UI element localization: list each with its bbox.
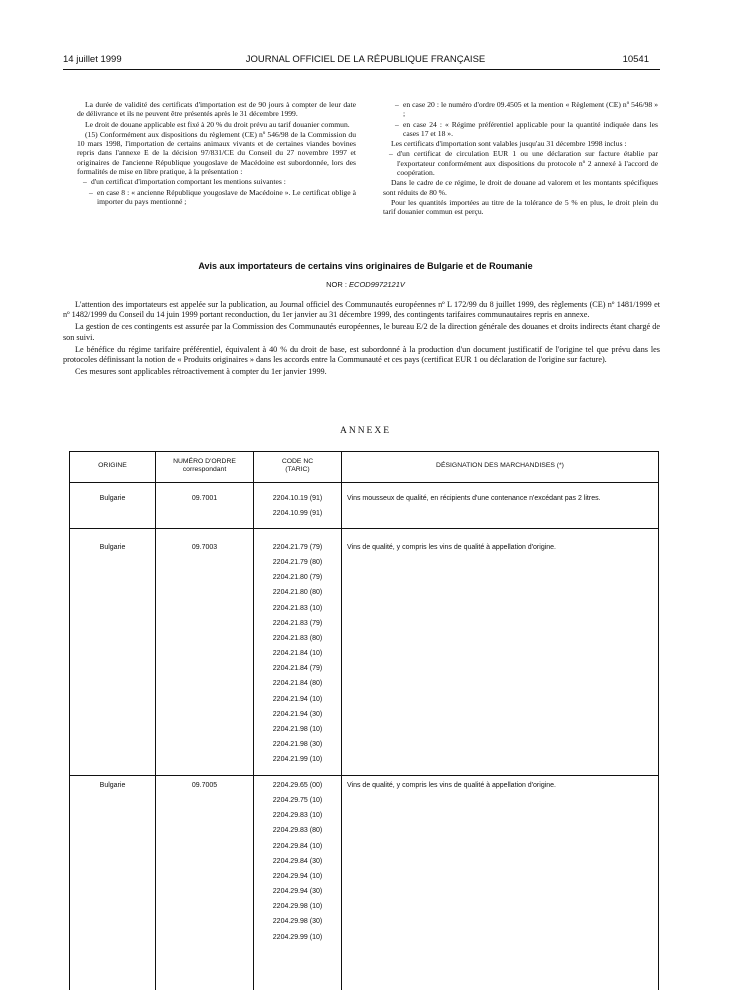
- header-numero-line-2: correspondant: [182, 466, 227, 473]
- left-paragraph-1: La durée de validité des certificats d'importation est de 90 jours à compter de leur date de délivrance et ils ne peuvent être présentés après le 31 décembre 1999.: [77, 100, 356, 119]
- row-3-designation: Vins de qualité, y compris les vins de qualité à appellation d'origine.: [347, 782, 556, 789]
- nor-value: ECOD9972121V: [349, 280, 405, 289]
- row-1-designation: Vins mousseux de qualité, en récipients d'une contenance n'excédant pas 2 litres.: [347, 495, 601, 502]
- header-date: 14 juillet 1999: [63, 54, 122, 65]
- row-3-numero: 09.7005: [191, 782, 218, 789]
- column-divider: [155, 451, 156, 990]
- header-rule: [63, 69, 660, 70]
- row-3-origine: Bulgarie: [99, 782, 126, 789]
- notice-paragraph-2: La gestion de ces contingents est assurée par la Commission des Communautés européennes, le bureau E/2 de la direction générale des douanes et droits indirects étant chargé de son suivi.: [63, 322, 660, 342]
- notice-body: [63, 300, 660, 379]
- header-code-line-2: (TARIC): [285, 466, 310, 473]
- right-paragraph-2: Dans le cadre de ce régime, le droit de douane ad valorem et les montants spécifiques sont réduits de 80 %.: [383, 178, 658, 197]
- header-numero-line-1: NUMÉRO D'ORDRE: [173, 458, 236, 465]
- table-rule: [70, 451, 658, 452]
- table-rule: [70, 775, 658, 776]
- header-code: [254, 458, 341, 474]
- notice-title: Avis aux importateurs de certains vins originaires de Bulgarie et de Roumanie: [198, 261, 533, 271]
- left-paragraph-2: Le droit de douane applicable est fixé à 20 % du droit prévu au tarif douanier commun.: [85, 119, 350, 129]
- left-list-item-2: – en case 8 : « ancienne République yougoslave de Macédoine ». Le certificat oblige à importer du pays mentionné ;: [77, 188, 356, 207]
- left-column: [77, 100, 356, 207]
- row-1-numero: 09.7001: [191, 495, 218, 502]
- annex-title: ANNEXE: [339, 426, 392, 436]
- page-number: 10541: [622, 54, 649, 65]
- row-2-origine: Bulgarie: [99, 544, 126, 551]
- annex-table: [69, 451, 659, 990]
- header-origine: ORIGINE: [98, 462, 127, 469]
- right-list-item-2: – en case 24 : « Régime préférentiel applicable pour la quantité indiquée dans les cases 17 et 18 ».: [383, 120, 658, 139]
- right-paragraph-1: Les certificats d'importation sont valables jusqu'au 31 décembre 1998 inclus :: [391, 139, 627, 149]
- table-rule: [70, 482, 658, 483]
- header-numero: [156, 458, 253, 474]
- row-2-codes: 2204.21.79 (79) 2204.21.79 (80) 2204.21.80 (79) 2204.21.80 (80) 2204.21.83 (10) 2204.21.83 (79) 2204.21.83 (80) 2204.21.84 (10) 2204.21.84 (79) 2204.21.84 (80) 2204.21.94 (10) 2204.21.94 (30) 2204.21.98 (10) 2204.21.98 (30) 2204.21.99 (10): [272, 544, 323, 764]
- row-1-origine: Bulgarie: [99, 495, 126, 502]
- header-code-line-1: CODE NC: [281, 458, 314, 465]
- row-3-codes: 2204.29.65 (00) 2204.29.75 (10) 2204.29.83 (10) 2204.29.83 (80) 2204.29.84 (10) 2204.29.84 (30) 2204.29.94 (10) 2204.29.94 (30) 2204.29.98 (10) 2204.29.98 (30) 2204.29.99 (10): [272, 782, 323, 941]
- column-divider: [341, 451, 342, 990]
- right-list-item-1: – en case 20 : le numéro d'ordre 09.4505 et la mention « Règlement (CE) nº 546/98 » ;: [383, 100, 658, 119]
- nor-reference: [0, 280, 731, 289]
- row-2-designation: Vins de qualité, y compris les vins de qualité à appellation d'origine.: [347, 544, 556, 551]
- left-list-item-1: – d'un certificat d'importation comportant les mentions suivantes :: [77, 177, 356, 186]
- header-designation: DÉSIGNATION DES MARCHANDISES (*): [436, 462, 564, 469]
- notice-paragraph-1: L'attention des importateurs est appelée sur la publication, au Journal officiel des Communautés européennes nº L 172/99 du 8 juillet 1999, des règlements (CE) nº 1481/1999 et nº 1482/1999 du Conseil du 14 juin 1999 portant reconduction, du 1er janvier au 31 décembre 1999, des contingents tarifaires communautaires repris en annexe.: [63, 300, 660, 320]
- right-column: [383, 100, 658, 218]
- left-paragraph-3: (15) Conformément aux dispositions du règlement (CE) nº 546/98 de la Commission du 10 mars 1998, l'importation de certains animaux vivants et de certaines viandes bovines repris dans l'annexe E de la décision 97/831/CE du Conseil du 27 novembre 1997 et originaires de l'ancienne République yougoslave de Macédoine est subordonnée, lors des formalités de mise en libre pratique, à la présentation :: [77, 129, 356, 177]
- notice-paragraph-4: Ces mesures sont applicables rétroactivement à compter du 1er janvier 1999.: [75, 367, 327, 377]
- table-rule: [70, 528, 658, 529]
- row-2-numero: 09.7003: [191, 544, 218, 551]
- right-list-item-3: – d'un certificat de circulation EUR 1 ou une déclaration sur facture établie par l'exportateur conformément aux dispositions du protocole nº 2 annexé à l'accord de coopération.: [383, 149, 658, 177]
- nor-label: NOR :: [326, 280, 347, 289]
- notice-paragraph-3: Le bénéfice du régime tarifaire préférentiel, équivalent à 40 % du droit de base, est subordonné à la production d'un document justificatif de l'origine tel que prévu dans les protocoles définissant la notion de « Produits originaires » dans les accords entre la Communauté et ces pays (certificat EUR 1 ou déclaration de l'origine sur facture).: [63, 344, 660, 365]
- right-paragraph-3: Pour les quantités importées au titre de la tolérance de 5 % en plus, le droit plein du tarif douanier commun est perçu.: [383, 197, 658, 217]
- journal-title: JOURNAL OFFICIEL DE LA RÉPUBLIQUE FRANÇAISE: [245, 54, 486, 65]
- row-1-codes: 2204.10.19 (91) 2204.10.99 (91): [272, 495, 323, 518]
